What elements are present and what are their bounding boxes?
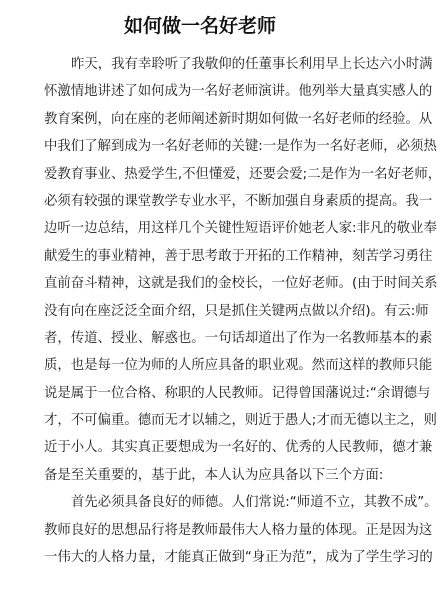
text-line: 教育案例，向在座的老师阐述新时期如何做一名好老师的经验。从 [44, 111, 433, 127]
text-line: 首先必须具备良好的师德。人们常说:“师道不立，其教不成”。 [71, 495, 438, 511]
text-line: 才，不可偏重。德而无才以辅之，则近于愚人;才而无德以主之，则 [44, 413, 437, 429]
paragraph-2 [44, 489, 438, 571]
text-line: 质，也是每一位为师的人所应具备的职业观。然而这样的教师只能 [44, 358, 433, 374]
text-line: 近于小人。其实真正要想成为一名好的、优秀的人民教师，德才兼 [44, 440, 433, 456]
text-line: 教师良好的思想品行将是教师最伟大人格力量的体现。正是因为这 [44, 522, 433, 538]
text-line: 爱教育事业、热爱学生,不但懂爱，还要会爱;二是作为一名好老师， [44, 166, 441, 182]
text-line: 者，传道、授业、解惑也。一句话却道出了作为一名教师基本的素 [44, 330, 433, 346]
text-line: 中我们了解到成为一名好老师的关键:一是作为一名好老师，必须热 [44, 139, 437, 155]
text-line: 直前奋斗精神，这就是我们的金校长，一位好老师。(由于时间关系 [44, 276, 438, 292]
text-line: 必须有较强的课堂教学专业水平，不断加强自身素质的提高。我一 [44, 193, 433, 209]
text-line: 说是属于一位合格、称职的人民教师。记得曾国藩说过:“余谓德与 [44, 385, 431, 401]
text-line: 昨天，我有幸聆听了我敬仰的任董事长利用早上长达六小时满 [71, 57, 433, 72]
paragraph-1 [44, 51, 441, 489]
document-body [44, 51, 441, 571]
document-title: 如何做一名好老师 [123, 15, 276, 37]
text-line: 献爱生的事业精神，善于思考敢于开拓的工作精神，刻苦学习勇往 [44, 248, 433, 264]
text-line: 备是至关重要的，基于此，本人认为应具备以下三个方面: [44, 467, 384, 483]
text-line: 怀激情地讲述了如何成为一名好老师演讲。他列举大量真实感人的 [44, 84, 433, 100]
text-line: 边听一边总结，用这样几个关键性短语评价她老人家:非凡的敬业奉 [44, 221, 437, 237]
text-line: 一伟大的人格力量，才能真正做到“身正为范”，成为了学生学习的 [44, 550, 433, 566]
text-line: 没有向在座泛泛全面介绍，只是抓住关键两点做以介绍)。有云:师 [44, 303, 429, 319]
